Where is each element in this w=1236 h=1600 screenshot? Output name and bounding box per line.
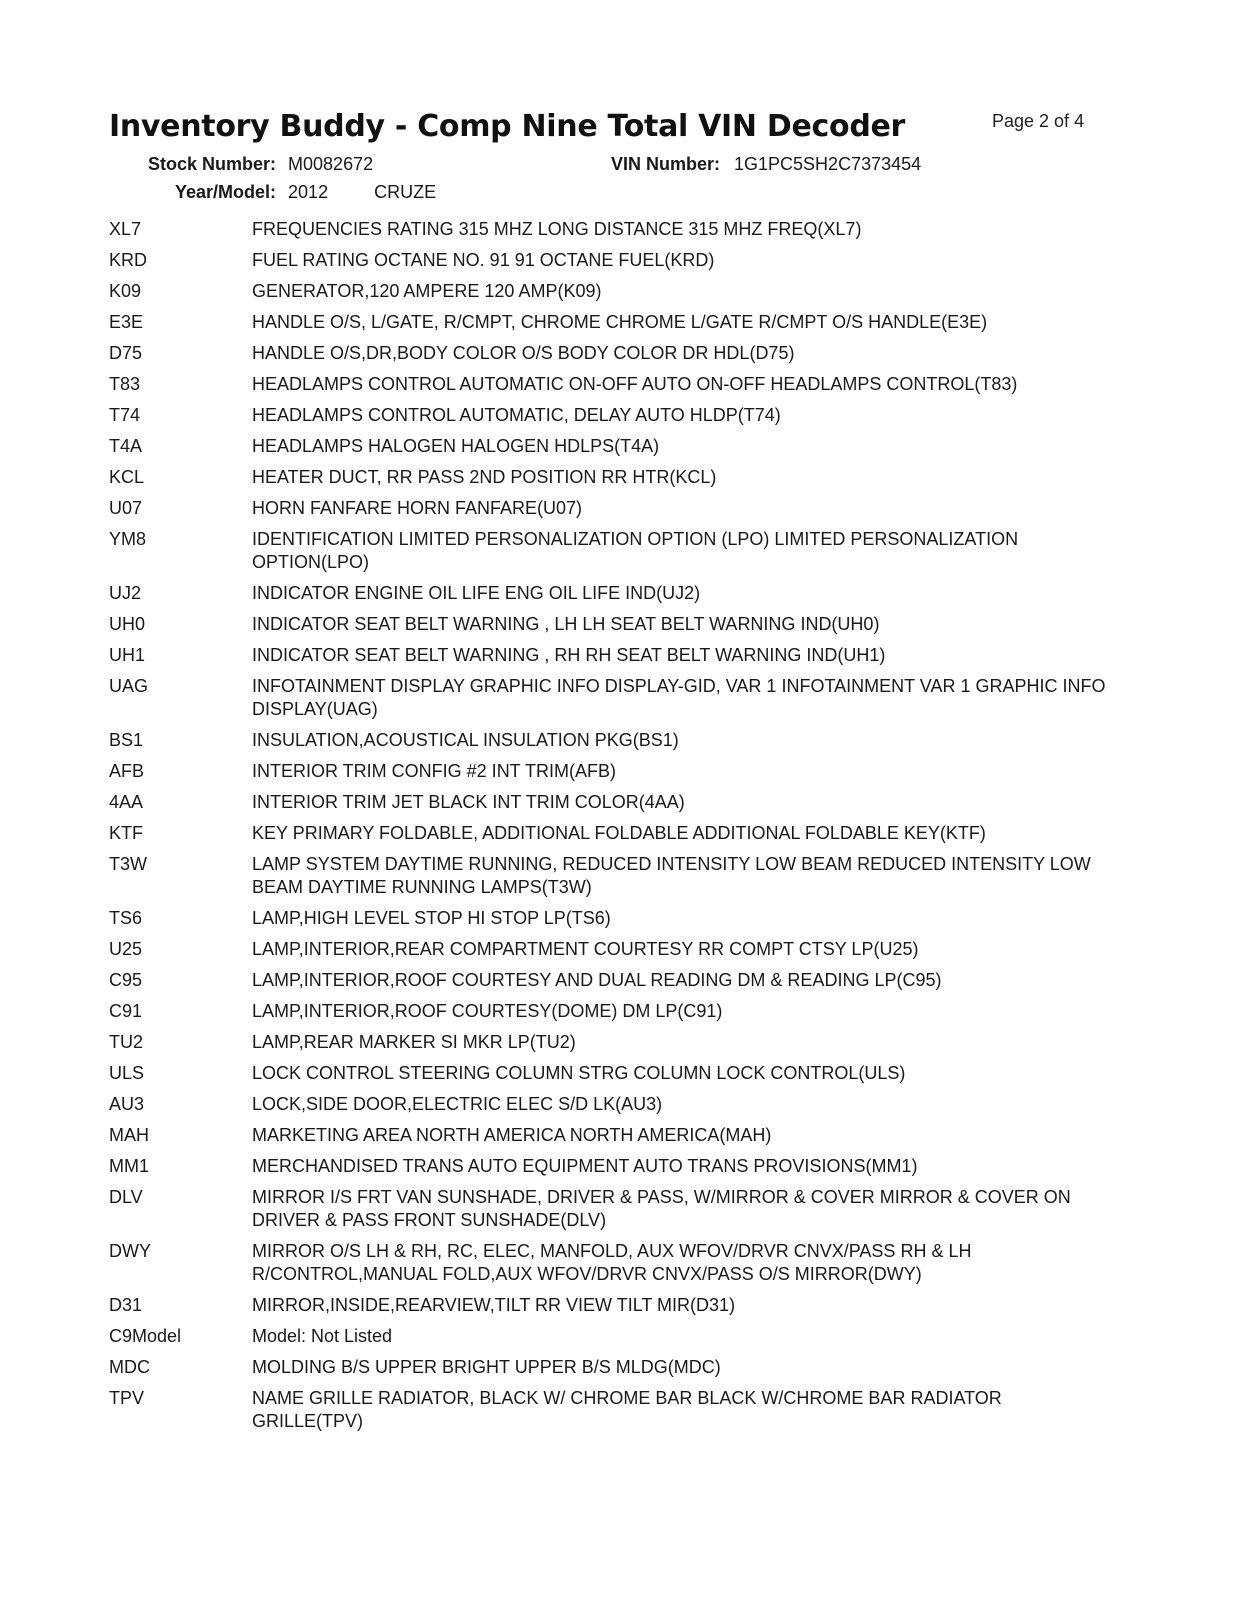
- option-description: NAME GRILLE RADIATOR, BLACK W/ CHROME BAR BLACK W/CHROME BAR RADIATOR GRILLE(TPV): [252, 1388, 1002, 1431]
- option-code: U07: [109, 498, 143, 518]
- option-code: 4AA: [109, 792, 144, 812]
- year-model-label: Year/Model:: [175, 182, 277, 202]
- option-row: [109, 466, 1109, 489]
- option-description: INDICATOR SEAT BELT WARNING , RH RH SEAT BELT WARNING IND(UH1): [252, 645, 886, 665]
- option-row: [109, 249, 1109, 272]
- option-code: UAG: [109, 676, 149, 696]
- option-row: [109, 613, 1109, 636]
- option-description: INSULATION,ACOUSTICAL INSULATION PKG(BS1): [252, 730, 679, 750]
- option-row: [109, 497, 1109, 520]
- option-description: LAMP,INTERIOR,REAR COMPARTMENT COURTESY RR COMPT CTSY LP(U25): [252, 939, 919, 959]
- option-description: MIRROR,INSIDE,REARVIEW,TILT RR VIEW TILT MIR(D31): [252, 1295, 736, 1315]
- option-row: [109, 1124, 1109, 1147]
- option-row: [109, 1356, 1109, 1379]
- option-code: DLV: [109, 1187, 143, 1207]
- option-code: UJ2: [109, 583, 142, 603]
- option-description: HANDLE O/S,DR,BODY COLOR O/S BODY COLOR DR HDL(D75): [252, 343, 795, 363]
- option-description: IDENTIFICATION LIMITED PERSONALIZATION OPTION (LPO) LIMITED PERSONALIZATION OPTION(LPO): [252, 529, 1019, 572]
- option-description: INTERIOR TRIM CONFIG #2 INT TRIM(AFB): [252, 761, 617, 781]
- year-value: 2012: [288, 182, 329, 202]
- option-row: [109, 1240, 1109, 1286]
- stock-number-field: [148, 154, 373, 175]
- vin-number-field: [611, 154, 921, 175]
- page-number: Page 2 of 4: [992, 111, 1085, 131]
- option-code: ULS: [109, 1063, 145, 1083]
- option-description: MIRROR I/S FRT VAN SUNSHADE, DRIVER & PASS, W/MIRROR & COVER MIRROR & COVER ON DRIVER & PASS FRONT SUNSHADE(DLV): [252, 1187, 1071, 1230]
- option-description: HANDLE O/S, L/GATE, R/CMPT, CHROME CHROME L/GATE R/CMPT O/S HANDLE(E3E): [252, 312, 988, 332]
- option-code: C9Model: [109, 1326, 182, 1346]
- option-code: T83: [109, 374, 141, 394]
- option-row: [109, 760, 1109, 783]
- option-description: FREQUENCIES RATING 315 MHZ LONG DISTANCE 315 MHZ FREQ(XL7): [252, 219, 862, 239]
- option-description: KEY PRIMARY FOLDABLE, ADDITIONAL FOLDABLE ADDITIONAL FOLDABLE KEY(KTF): [252, 823, 986, 843]
- option-code: TS6: [109, 908, 143, 928]
- option-description: INTERIOR TRIM JET BLACK INT TRIM COLOR(4AA): [252, 792, 685, 812]
- option-description: LAMP,INTERIOR,ROOF COURTESY AND DUAL READING DM & READING LP(C95): [252, 970, 942, 990]
- option-row: [109, 791, 1109, 814]
- option-description: FUEL RATING OCTANE NO. 91 91 OCTANE FUEL(KRD): [252, 250, 715, 270]
- option-description: INFOTAINMENT DISPLAY GRAPHIC INFO DISPLAY-GID, VAR 1 INFOTAINMENT VAR 1 GRAPHIC INFO DISPLAY(UAG): [252, 676, 1106, 719]
- option-row: [109, 528, 1109, 574]
- option-description: LAMP,INTERIOR,ROOF COURTESY(DOME) DM LP(C91): [252, 1001, 723, 1021]
- option-row: [109, 853, 1109, 899]
- option-description: LAMP,HIGH LEVEL STOP HI STOP LP(TS6): [252, 908, 611, 928]
- option-code: DWY: [109, 1241, 151, 1261]
- option-code: BS1: [109, 730, 144, 750]
- option-row: [109, 1186, 1109, 1232]
- option-description: INDICATOR SEAT BELT WARNING , LH LH SEAT BELT WARNING IND(UH0): [252, 614, 880, 634]
- option-code: KTF: [109, 823, 143, 843]
- option-code: D31: [109, 1295, 143, 1315]
- option-code: TPV: [109, 1388, 145, 1408]
- option-code: C95: [109, 970, 143, 990]
- option-row: [109, 1062, 1109, 1085]
- option-code: KRD: [109, 250, 148, 270]
- option-description: LAMP SYSTEM DAYTIME RUNNING, REDUCED INTENSITY LOW BEAM REDUCED INTENSITY LOW BEAM DAYTIME RUNNING LAMPS(T3W): [252, 854, 1091, 897]
- option-row: [109, 1294, 1109, 1317]
- option-row: [109, 435, 1109, 458]
- stock-number-value: M0082672: [288, 154, 374, 174]
- option-description: LOCK,SIDE DOOR,ELECTRIC ELEC S/D LK(AU3): [252, 1094, 663, 1114]
- option-code: U25: [109, 939, 143, 959]
- option-row: [109, 1325, 1109, 1348]
- option-row: [109, 1031, 1109, 1054]
- option-code: T3W: [109, 854, 147, 874]
- option-row: [109, 907, 1109, 930]
- option-row: [109, 373, 1109, 396]
- option-description: HEATER DUCT, RR PASS 2ND POSITION RR HTR(KCL): [252, 467, 717, 487]
- option-code: YM8: [109, 529, 147, 549]
- option-row: [109, 729, 1109, 752]
- option-description: HEADLAMPS CONTROL AUTOMATIC ON-OFF AUTO ON-OFF HEADLAMPS CONTROL(T83): [252, 374, 1018, 394]
- option-description: INDICATOR ENGINE OIL LIFE ENG OIL LIFE IND(UJ2): [252, 583, 701, 603]
- option-code: C91: [109, 1001, 143, 1021]
- option-code: XL7: [109, 219, 142, 239]
- option-code: MM1: [109, 1156, 149, 1176]
- option-description: GENERATOR,120 AMPERE 120 AMP(K09): [252, 281, 602, 301]
- option-row: [109, 938, 1109, 961]
- vin-number-value: 1G1PC5SH2C7373454: [734, 154, 922, 174]
- option-code: MDC: [109, 1357, 150, 1377]
- option-code: TU2: [109, 1032, 144, 1052]
- option-code: UH1: [109, 645, 146, 665]
- option-row: [109, 1000, 1109, 1023]
- option-row: [109, 342, 1109, 365]
- option-description: LAMP,REAR MARKER SI MKR LP(TU2): [252, 1032, 576, 1052]
- option-row: [109, 675, 1109, 721]
- option-code: KCL: [109, 467, 145, 487]
- option-description: HEADLAMPS CONTROL AUTOMATIC, DELAY AUTO HLDP(T74): [252, 405, 781, 425]
- option-description: MOLDING B/S UPPER BRIGHT UPPER B/S MLDG(MDC): [252, 1357, 721, 1377]
- option-code: T4A: [109, 436, 143, 456]
- option-description: MIRROR O/S LH & RH, RC, ELEC, MANFOLD, AUX WFOV/DRVR CNVX/PASS RH & LH R/CONTROL,MANUAL FOLD,AUX WFOV/DRVR CNVX/PASS O/S MIRROR(DWY): [252, 1241, 972, 1284]
- option-code: K09: [109, 281, 142, 301]
- option-row: [109, 404, 1109, 427]
- option-description: MERCHANDISED TRANS AUTO EQUIPMENT AUTO TRANS PROVISIONS(MM1): [252, 1156, 918, 1176]
- option-code: AFB: [109, 761, 145, 781]
- option-row: [109, 1093, 1109, 1116]
- option-code: D75: [109, 343, 143, 363]
- document-title: Inventory Buddy - Comp Nine Total VIN Decoder: [109, 109, 906, 144]
- option-row: [109, 822, 1109, 845]
- stock-number-label: Stock Number:: [148, 154, 277, 174]
- option-row: [109, 644, 1109, 667]
- option-row: [109, 582, 1109, 605]
- option-row: [109, 280, 1109, 303]
- option-description: HEADLAMPS HALOGEN HALOGEN HDLPS(T4A): [252, 436, 660, 456]
- option-row: [109, 311, 1109, 334]
- option-row: [109, 1387, 1109, 1433]
- model-value: CRUZE: [374, 182, 437, 202]
- option-description: LOCK CONTROL STEERING COLUMN STRG COLUMN LOCK CONTROL(ULS): [252, 1063, 906, 1083]
- option-code: E3E: [109, 312, 144, 332]
- option-row: [109, 1155, 1109, 1178]
- year-model-field: [175, 182, 436, 203]
- option-code: T74: [109, 405, 141, 425]
- option-code: AU3: [109, 1094, 145, 1114]
- option-description: HORN FANFARE HORN FANFARE(U07): [252, 498, 583, 518]
- option-code: UH0: [109, 614, 146, 634]
- vin-number-label: VIN Number:: [611, 154, 721, 174]
- option-code: MAH: [109, 1125, 149, 1145]
- option-row: [109, 969, 1109, 992]
- option-row: [109, 218, 1109, 241]
- option-description: MARKETING AREA NORTH AMERICA NORTH AMERICA(MAH): [252, 1125, 772, 1145]
- option-code-list: [109, 218, 1109, 1441]
- option-description: Model: Not Listed: [252, 1326, 393, 1346]
